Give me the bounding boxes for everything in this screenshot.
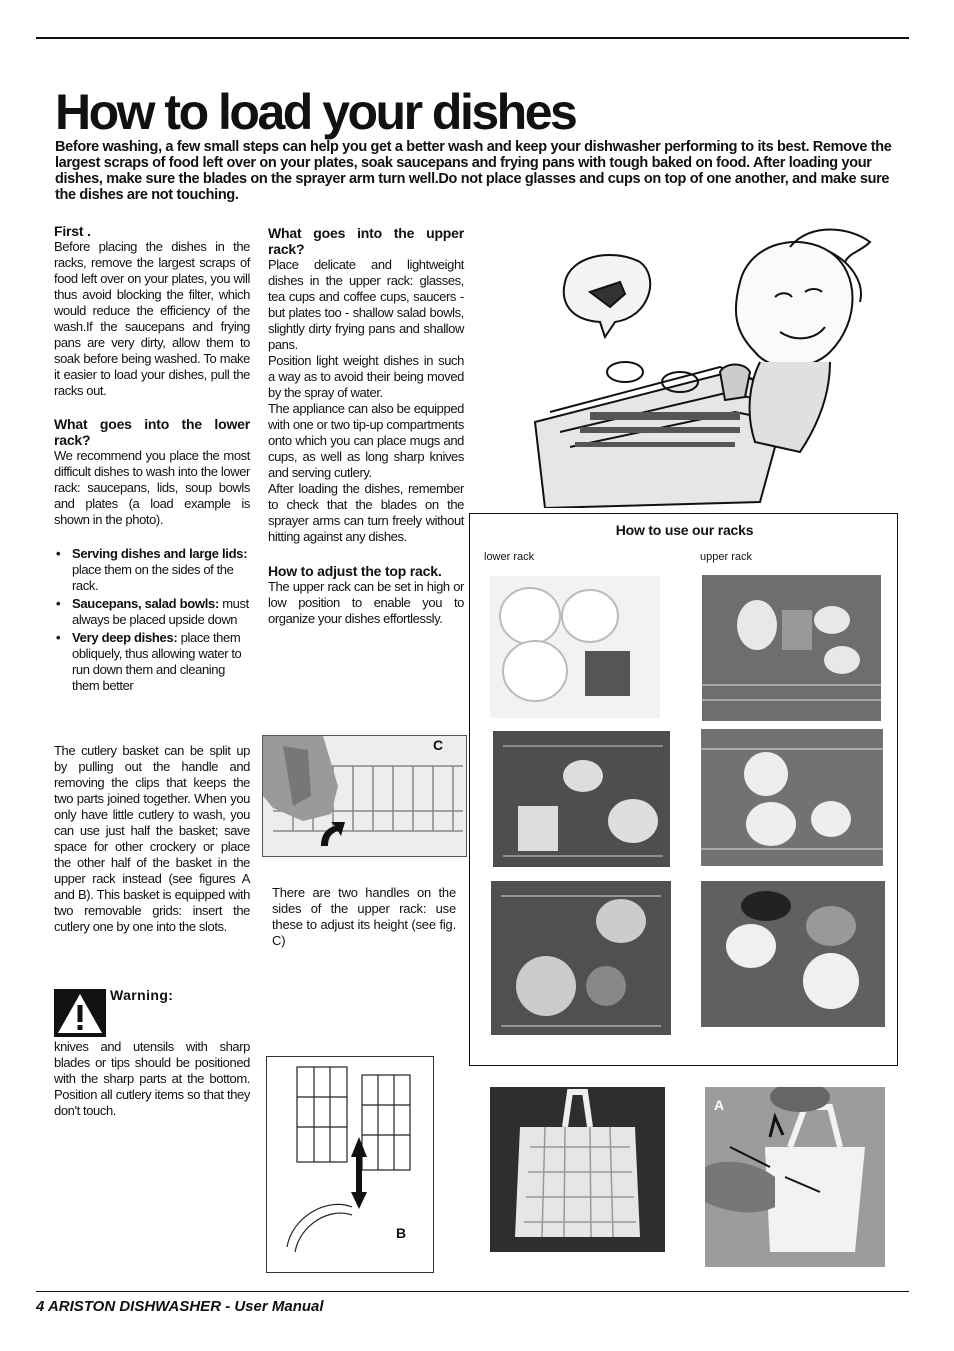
lower-rack-heading: What goes into the lower rack? — [54, 416, 250, 448]
figure-a-basket-photo — [705, 1087, 885, 1267]
upper-rack-text: The appliance can also be equipped with one or two tip-up compartments onto which you can place mugs and cups, as well as long sharp knives and serving cutlery. — [268, 401, 464, 480]
top-rule — [36, 37, 909, 39]
first-text: Before placing the dishes in the racks, remove the largest scraps of food left over on your plates, you will thus avoid blocking the filter, which would reduce the efficiency of the wash.If the saucepans and frying pans are very dirty, allow them to soak before being washed. To make it easier to load your dishes, pull the racks out. — [54, 239, 250, 398]
figure-b-label: B — [396, 1225, 407, 1241]
upper-rack-photo-2 — [701, 729, 883, 866]
lower-rack-photo-2 — [493, 731, 670, 867]
page-footer: 4 ARISTON DISHWASHER - User Manual — [36, 1298, 324, 1315]
first-heading: First . — [54, 223, 91, 239]
bottom-rule — [36, 1291, 909, 1292]
figure-c-rack-handle — [262, 735, 467, 857]
lower-rack-photo-1 — [490, 576, 660, 718]
figure-c-label: C — [433, 737, 444, 753]
lower-rack-tips — [54, 546, 250, 694]
lower-rack-label: lower rack — [484, 551, 535, 563]
split-basket-illustration — [267, 1057, 433, 1272]
woman-loading-dishwasher-illustration — [530, 222, 885, 508]
figure-b-basket-split — [266, 1056, 434, 1273]
column-left — [54, 223, 250, 696]
upper-rack-photo-1 — [702, 575, 881, 721]
rack-handle-illustration — [263, 736, 466, 856]
adjust-rack-text: The upper rack can be set in high or low position to enable you to organize your dishes effortlessly. — [268, 579, 464, 626]
list-item: • Serving dishes and large lids: place them on the sides of the rack. — [54, 546, 250, 594]
upper-rack-heading: What goes into the upper rack? — [268, 225, 464, 257]
list-item: • Saucepans, salad bowls: must always be placed upside down — [54, 596, 250, 628]
lower-rack-text: We recommend you place the most difficult dishes to wash into the lower rack: saucepans, lids, soup bowls and plates (a load example is shown in the photo). — [54, 448, 250, 527]
warning-icon — [54, 989, 106, 1037]
warning-text: knives and utensils with sharp blades or tips should be positioned with the sharp parts at the bottom. Position all cutlery items so that they don't touch. — [54, 1039, 250, 1118]
cutlery-basket-photo — [490, 1087, 665, 1252]
figure-a-label: A — [714, 1097, 725, 1113]
intro-paragraph: Before washing, a few small steps can help you get a better wash and keep your dishwasher performing to its best. Remove the largest scraps of food left over on your plates, soak saucepans and frying pans with tough baked on food. After loading your dishes, make sure the blades on the sprayer arm turn well.Do not place glasses and cups on top of one another, and make sure the dishes are not touching. — [55, 139, 892, 203]
racks-title: How to use our racks — [615, 522, 754, 538]
warning-heading: Warning: — [110, 987, 174, 1003]
upper-rack-text: After loading the dishes, remember to check that the blades on the sprayer arms can turn freely without hitting against any dishes. — [268, 481, 464, 544]
handles-text: There are two handles on the sides of the upper rack: use these to adjust its height (see fig. C) — [272, 885, 456, 948]
column-middle — [268, 225, 464, 627]
upper-rack-text: Position light weight dishes in such a way as to avoid their being moved by the spray of water. — [268, 353, 464, 400]
upper-rack-photo-3 — [701, 881, 885, 1027]
lower-rack-photo-3 — [491, 881, 671, 1035]
loading-illustration — [530, 222, 885, 508]
page-title: How to load your dishes — [55, 84, 576, 140]
upper-rack-label: upper rack — [700, 551, 752, 563]
adjust-rack-heading: How to adjust the top rack. — [268, 563, 442, 579]
cutlery-basket-text: The cutlery basket can be split up by pulling out the handle and removing the clips that keeps the two parts joined together. When you only have little cutlery to wash, you can use just half the basket; save space for other crockery or place the other half of the basket in the upper rack instead (see figures A and B). This basket is equipped with two removable grids: insert the cutlery one by one into the slots. — [54, 743, 250, 934]
upper-rack-text: Place delicate and lightweight dishes in the upper rack: glasses, tea cups and coffee cups, saucers - but plates too - shallow salad bowls, slightly dirty frying pans and shallow pans. — [268, 257, 464, 352]
list-item: • Very deep dishes: place them obliquely, thus allowing water to run down them and cleaning them better — [54, 630, 250, 694]
